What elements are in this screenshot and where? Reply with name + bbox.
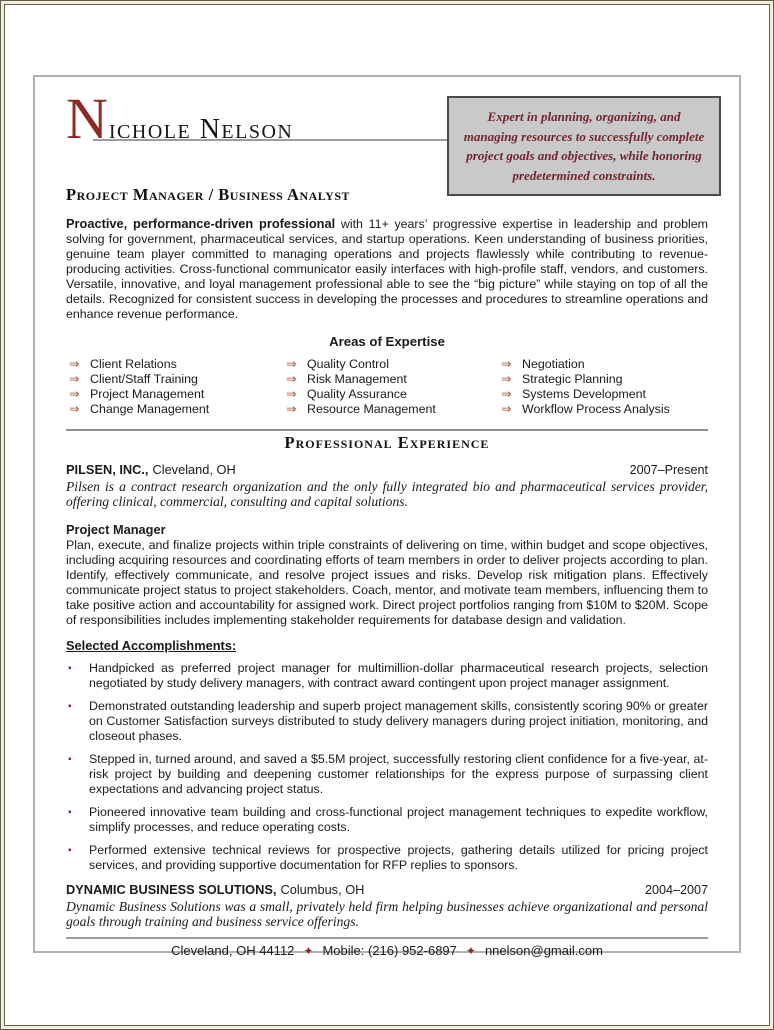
arrow-bullet-icon: ⇒	[286, 386, 297, 401]
expertise-item-label: Resource Management	[307, 401, 436, 416]
square-bullet-icon: ▪	[68, 700, 72, 712]
expertise-item	[501, 372, 708, 387]
expertise-item	[69, 357, 286, 372]
footer-email: nnelson@gmail.com	[484, 942, 603, 958]
resume-page	[33, 75, 741, 958]
job-header-dynamic	[66, 882, 708, 897]
company-location: Cleveland, OH	[152, 461, 236, 477]
employment-dates: 2004–2007	[644, 882, 708, 897]
name-drop-cap: N	[66, 86, 108, 151]
accomplishment-item	[66, 752, 708, 797]
arrow-bullet-icon: ⇒	[286, 357, 297, 372]
diamond-separator-icon: ✦	[465, 943, 476, 958]
square-bullet-icon: ▪	[68, 662, 72, 674]
arrow-bullet-icon: ⇒	[286, 401, 297, 416]
expertise-item-label: Risk Management	[307, 372, 407, 387]
header	[66, 86, 708, 183]
company-line	[66, 882, 364, 897]
expertise-item-label: Negotiation	[522, 357, 585, 372]
expertise-item	[69, 372, 286, 387]
accomplishment-text: Handpicked as preferred project manager for multimillion-dollar pharmaceutical research projects, selection negotiated by study delivery managers, with contract award contingent upon project manager assignment.	[89, 660, 708, 690]
expertise-item	[501, 402, 708, 417]
footer-mobile: Mobile: (216) 952-6897	[322, 942, 457, 958]
expertise-item-label: Client/Staff Training	[90, 372, 198, 387]
square-bullet-icon: ▪	[68, 753, 72, 765]
accomplishment-item	[66, 699, 708, 744]
expertise-item	[286, 387, 501, 402]
accomplishments-heading: Selected Accomplishments:	[66, 637, 237, 653]
role-summary: Plan, execute, and finalize projects within triple constraints of delivering on time, within budget and scope objectives, including acquiring resources and coordinating efforts of team members in order to deliver projects according to plan. Identify, effectively communicate, and resolve project issues and risks. Develop risk mitigation plans. Effectively communicate project status to project stakeholders. Coach, mentor, and motivate team members, influencing them to take positive action and accountability for assigned work. Direct project portfolios ranging from $10M to $20M. Scope of responsibilities includes implementing stakeholder requirements for database design and validation.	[66, 537, 708, 627]
arrow-bullet-icon: ⇒	[501, 357, 512, 372]
accomplishment-item	[66, 805, 708, 835]
company-line	[66, 462, 236, 477]
arrow-bullet-icon: ⇒	[501, 386, 512, 401]
expertise-column-2	[286, 357, 501, 416]
expertise-item-label: Strategic Planning	[522, 372, 623, 387]
expertise-grid	[66, 357, 708, 416]
expertise-column-3	[501, 357, 708, 416]
arrow-bullet-icon: ⇒	[69, 386, 80, 401]
experience-heading: Professional Experience	[284, 432, 490, 452]
accomplishment-item	[66, 843, 708, 873]
expertise-item	[286, 402, 501, 417]
company-name: DYNAMIC BUSINESS SOLUTIONS,	[66, 881, 277, 897]
summary-paragraph	[66, 216, 708, 322]
expertise-item	[501, 357, 708, 372]
expertise-item-label: Systems Development	[522, 386, 646, 401]
job-title-heading: Project Manager / Business Analyst	[66, 185, 351, 204]
square-bullet-icon: ▪	[68, 844, 72, 856]
footer-rule	[66, 937, 708, 939]
footer-location: Cleveland, OH 44112	[171, 942, 295, 958]
expertise-column-1	[69, 357, 286, 416]
diamond-separator-icon: ✦	[303, 943, 314, 958]
accomplishment-text: Demonstrated outstanding leadership and superb project management skills, consistently scoring 90% or greater on Customer Satisfaction surveys distributed to study delivery managers during project initiation, monitoring, and closeout phases.	[89, 698, 708, 743]
footer-contact-line	[66, 943, 708, 958]
expertise-item-label: Change Management	[90, 401, 210, 416]
experience-section-rule	[66, 429, 708, 431]
company-blurb: Dynamic Business Solutions was a small, privately held firm helping businesses achieve organizational and personal goals through training and business service offerings.	[66, 898, 708, 930]
expertise-item	[286, 357, 501, 372]
accomplishment-text: Stepped in, turned around, and saved a $5.5M project, successfully restoring client confidence for a five-year, at-risk project by building and deepening customer relationships for the express purpose of surpassing client expectations and advancing project status.	[89, 751, 708, 796]
accomplishment-text: Performed extensive technical reviews for prospective projects, gathering details utilized for pricing project services, and providing supportive documentation for RFP replies to sponsors.	[89, 842, 708, 872]
expertise-heading: Areas of Expertise	[329, 334, 445, 350]
accomplishment-text: Pioneered innovative team building and cross-functional project management techniques to expedite workflow, simplify processes, and reduce operating costs.	[89, 804, 708, 834]
tagline-box: Expert in planning, organizing, and managing resources to successfully complete project goals and objectives, while honoring predetermined constraints.	[447, 96, 721, 196]
expertise-item-label: Quality Control	[307, 357, 389, 372]
job-header-pilsen	[66, 462, 708, 477]
arrow-bullet-icon: ⇒	[501, 401, 512, 416]
expertise-item-label: Workflow Process Analysis	[522, 401, 670, 416]
company-location: Columbus, OH	[280, 881, 365, 897]
company-name: PILSEN, INC.,	[66, 461, 149, 477]
arrow-bullet-icon: ⇒	[286, 372, 297, 387]
arrow-bullet-icon: ⇒	[69, 401, 80, 416]
accomplishment-item	[66, 661, 708, 691]
summary-body: with 11+ years’ progressive expertise in leadership and problem solving for government, pharmaceutical services, and startup operations. Keen understanding of business priorities, genuine team player committed to managing operations and projects flawlessly while contributing to revenue-producing activities. Cross-functional communicator easily interfaces with high-profile staff, vendors, and customers. Versatile, innovative, and loyal management professional able to see the “big picture” while staying on top of all the details. Recognized for consistent success in developing the processes and procedures to streamline operations and enhance revenue performance.	[66, 217, 708, 321]
expertise-item	[286, 372, 501, 387]
expertise-item	[501, 387, 708, 402]
square-bullet-icon: ▪	[68, 806, 72, 818]
company-blurb: Pilsen is a contract research organization and the only fully integrated bio and pharmaceutical services provider, offering clinical, commercial, consulting and capital solutions.	[66, 478, 708, 510]
expertise-item-label: Client Relations	[90, 357, 177, 372]
expertise-item	[69, 387, 286, 402]
arrow-bullet-icon: ⇒	[501, 372, 512, 387]
summary-lead: Proactive, performance-driven professional	[66, 216, 336, 231]
expertise-item	[69, 402, 286, 417]
name-text: ichole Nelson	[108, 114, 294, 145]
expertise-item-label: Quality Assurance	[307, 386, 407, 401]
role-title: Project Manager	[66, 521, 166, 537]
arrow-bullet-icon: ⇒	[69, 372, 80, 387]
employment-dates: 2007–Present	[629, 462, 708, 477]
expertise-item-label: Project Management	[90, 386, 205, 401]
arrow-bullet-icon: ⇒	[69, 357, 80, 372]
